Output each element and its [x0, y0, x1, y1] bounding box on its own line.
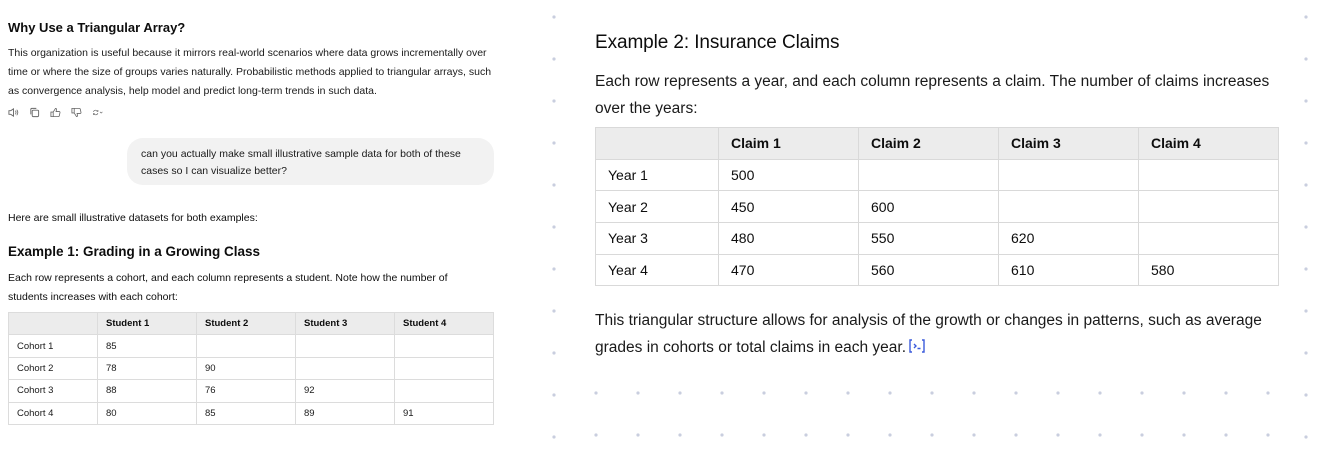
- table-cell: 85: [197, 402, 296, 424]
- grid-dot: [1304, 435, 1307, 438]
- table-cell: [296, 357, 395, 379]
- grid-dot: [636, 391, 639, 394]
- outro-text: This triangular structure allows for analysis of the growth or changes in patterns, such as average grades in cohorts or total claims in each year.: [595, 312, 1262, 356]
- table-cell: 480: [719, 223, 859, 255]
- table-header-cell: Student 3: [296, 313, 395, 335]
- grid-dot: [720, 433, 723, 436]
- grid-dot: [552, 309, 555, 312]
- grid-dot: [1098, 391, 1101, 394]
- grid-dot: [972, 391, 975, 394]
- table-cell: 78: [98, 357, 197, 379]
- grid-dot: [552, 435, 555, 438]
- grid-dot: [636, 433, 639, 436]
- grid-dot: [1304, 15, 1307, 18]
- table-header-row: [9, 313, 494, 335]
- table-row: [9, 335, 494, 357]
- right-response-panel: [595, 30, 1285, 356]
- grid-dot: [804, 391, 807, 394]
- grid-dot: [1304, 225, 1307, 228]
- table-cell: Year 2: [596, 191, 719, 223]
- table-cell: 580: [1139, 254, 1279, 286]
- table-cell: 470: [719, 254, 859, 286]
- table-cell: 600: [859, 191, 999, 223]
- example1-desc: Each row represents a cohort, and each column represents a student. Note how the number of students increases with each cohort:: [8, 272, 448, 303]
- table-cell: 76: [197, 380, 296, 402]
- grid-dot: [1182, 433, 1185, 436]
- intro-text: Here are small illustrative datasets for both examples:: [8, 212, 258, 224]
- table-header-cell: Claim 3: [999, 128, 1139, 160]
- grid-dot: [552, 57, 555, 60]
- table-cell: Cohort 3: [9, 380, 98, 402]
- example1-title: Example 1: Grading in a Growing Class: [8, 244, 261, 259]
- grid-dot: [888, 433, 891, 436]
- why-title: Why Use a Triangular Array?: [8, 20, 186, 35]
- grid-dot: [552, 141, 555, 144]
- grid-dot: [1182, 391, 1185, 394]
- grid-dot: [762, 433, 765, 436]
- table-cell: [197, 335, 296, 357]
- grid-dot: [552, 267, 555, 270]
- table-cell: [859, 159, 999, 191]
- user-message-bubble: [8, 18, 494, 438]
- grid-dot: [594, 391, 597, 394]
- table-header-cell: Student 4: [395, 313, 494, 335]
- grid-dot: [1304, 183, 1307, 186]
- table-cell: Cohort 1: [9, 335, 98, 357]
- grid-dot: [1304, 309, 1307, 312]
- grid-dot: [930, 391, 933, 394]
- grid-dot: [552, 393, 555, 396]
- table-cell: 450: [719, 191, 859, 223]
- table-row: [9, 402, 494, 424]
- grid-dot: [1224, 391, 1227, 394]
- table-cell: 89: [296, 402, 395, 424]
- grid-dot: [1266, 433, 1269, 436]
- table-cell: 90: [197, 357, 296, 379]
- table-cell: Year 3: [596, 223, 719, 255]
- table-header-cell: [9, 313, 98, 335]
- table-cell: 560: [859, 254, 999, 286]
- table-header-cell: Claim 1: [719, 128, 859, 160]
- grid-dot: [552, 15, 555, 18]
- grid-dot: [1304, 267, 1307, 270]
- grid-dot: [1140, 391, 1143, 394]
- grid-dot: [1056, 433, 1059, 436]
- grid-dot: [1224, 433, 1227, 436]
- table-row: [596, 223, 1279, 255]
- table-header-cell: Claim 4: [1139, 128, 1279, 160]
- table-cell: [296, 335, 395, 357]
- table-cell: [395, 357, 494, 379]
- table-cell: [1139, 191, 1279, 223]
- table-cell: Year 4: [596, 254, 719, 286]
- table-cell: 91: [395, 402, 494, 424]
- table-cell: 550: [859, 223, 999, 255]
- table-cell: 92: [296, 380, 395, 402]
- table-header-row: [596, 128, 1279, 160]
- table-cell: Year 1: [596, 159, 719, 191]
- table-header-cell: [596, 128, 719, 160]
- table-cell: 88: [98, 380, 197, 402]
- citation-icon[interactable]: [908, 336, 926, 352]
- grid-dot: [1266, 391, 1269, 394]
- grid-dot: [1056, 391, 1059, 394]
- grid-dot: [846, 433, 849, 436]
- user-message-text: can you actually make small illustrative sample data for both of these cases so I can visualize better?: [127, 138, 494, 185]
- grid-dot: [1014, 391, 1017, 394]
- grid-dot: [678, 391, 681, 394]
- grid-dot: [1304, 57, 1307, 60]
- grid-dot: [930, 433, 933, 436]
- table-cell: 500: [719, 159, 859, 191]
- outro-paragraph: [595, 307, 1283, 361]
- table-cell: Cohort 2: [9, 357, 98, 379]
- table-cell: [395, 380, 494, 402]
- example1-table: [8, 312, 494, 425]
- table-cell: 620: [999, 223, 1139, 255]
- table-row: [596, 191, 1279, 223]
- grid-dot: [1140, 433, 1143, 436]
- table-cell: [1139, 159, 1279, 191]
- grid-dot: [1014, 433, 1017, 436]
- grid-dot: [552, 99, 555, 102]
- table-cell: [999, 191, 1139, 223]
- table-cell: Cohort 4: [9, 402, 98, 424]
- grid-dot: [552, 183, 555, 186]
- table-header-cell: Student 1: [98, 313, 197, 335]
- grid-dot: [972, 433, 975, 436]
- table-row: [9, 357, 494, 379]
- table-row: [9, 380, 494, 402]
- grid-dot: [552, 225, 555, 228]
- table-cell: 610: [999, 254, 1139, 286]
- grid-dot: [1304, 141, 1307, 144]
- grid-dot: [1304, 351, 1307, 354]
- table-cell: 80: [98, 402, 197, 424]
- table-cell: [395, 335, 494, 357]
- grid-dot: [594, 433, 597, 436]
- grid-dot: [1304, 99, 1307, 102]
- table-header-cell: Claim 2: [859, 128, 999, 160]
- example2-desc: Each row represents a year, and each column represents a claim. The number of claims increases over the years:: [595, 73, 1270, 117]
- grid-dot: [552, 351, 555, 354]
- why-text: This organization is useful because it mirrors real-world scenarios where data grows incrementally over time or where the size of groups varies naturally. Probabilistic methods applied to triangular arrays, such as convergence analysis, help model and predict long-term trends in such data.: [8, 47, 492, 97]
- grid-dot: [1304, 393, 1307, 396]
- grid-dot: [888, 391, 891, 394]
- grid-dot: [846, 391, 849, 394]
- table-cell: [999, 159, 1139, 191]
- grid-dot: [720, 391, 723, 394]
- table-row: [596, 159, 1279, 191]
- table-cell: [1139, 223, 1279, 255]
- grid-dot: [762, 391, 765, 394]
- example2-table: [595, 127, 1279, 286]
- grid-dot: [1098, 433, 1101, 436]
- grid-dot: [804, 433, 807, 436]
- grid-dot: [678, 433, 681, 436]
- table-header-cell: Student 2: [197, 313, 296, 335]
- table-cell: 85: [98, 335, 197, 357]
- example2-title: Example 2: Insurance Claims: [595, 32, 840, 53]
- table-row: [596, 254, 1279, 286]
